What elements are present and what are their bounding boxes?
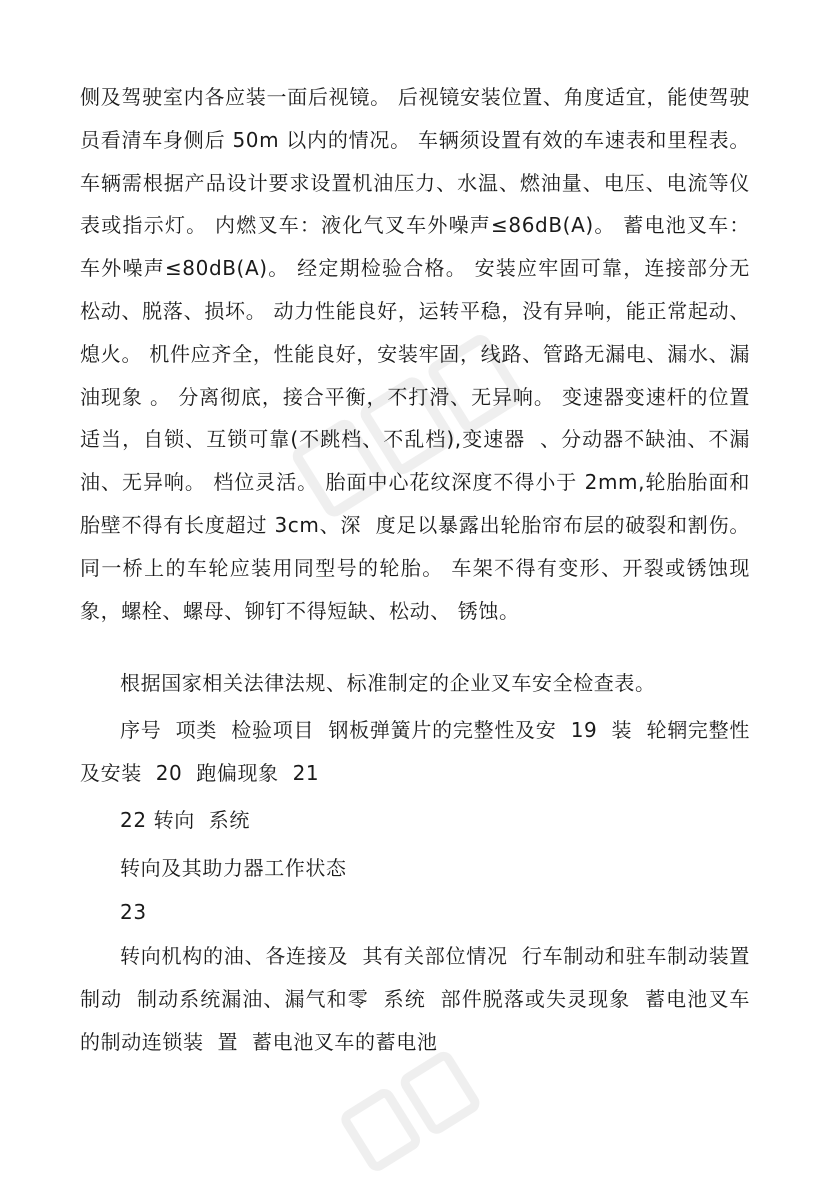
- body-paragraph: 23: [120, 900, 147, 924]
- body-paragraph: 22 转向 系统: [120, 808, 250, 832]
- body-paragraph: 转向机构的油、各连接及 其有关部位情况 行车制动和驻车制动装置 制动 制动系统漏油、漏气和零 系统 部件脱落或失灵现象 蓄电池叉车的制动连锁装 置 蓄电池叉车的蓄电池: [80, 944, 764, 1054]
- body-paragraph: 根据国家相关法律法规、标准制定的企业叉车安全检查表。: [120, 671, 656, 695]
- body-paragraph: 侧及驾驶室内各应装一面后视镜。 后视镜安装位置、角度适宜，能使驾驶员看清车身侧后 50m 以内的情况。 车辆须设置有效的车速表和里程表。 车辆需根据产品设计要求设置机油压力、水温、燃油量、电压、电流等仪 表或指示灯。 内燃叉车：液化气叉车外噪声≤86dB(A)。 蓄电池叉车：车外噪声≤80dB(A)。 经定期检验合格。 安装应牢固可靠，连接部分无松动、脱落、损坏。 动力性能良好，运转平稳，没有异响，能正常起动、熄火。 机件应齐全，性能良好，安装牢固，线路、管路无漏电、漏水、漏油现象 。 分离彻底，接合平衡，不打滑、无异响。 变速器变速杆的位置适当，自锁、互锁可靠(不跳档、不乱档),变速器 、分动器不缺油、不漏油、无异响。 档位灵活。 胎面中心花纹深度不得小于 2mm,轮胎胎面和胎壁不得有长度超过 3cm、深 度足以暴露出轮胎帘布层的破裂和割伤。 同一桥上的车轮应装用同型号的轮胎。 车架不得有变形、开裂或锈蚀现象，螺栓、螺母、铆钉不得短缺、松动、 锈蚀。: [80, 85, 764, 623]
- body-paragraph: 转向及其助力器工作状态: [120, 856, 347, 880]
- body-paragraph: 序号 项类 检验项目 钢板弹簧片的完整性及安 19 装 轮辋完整性及安装 20 跑偏现象 21: [80, 718, 750, 785]
